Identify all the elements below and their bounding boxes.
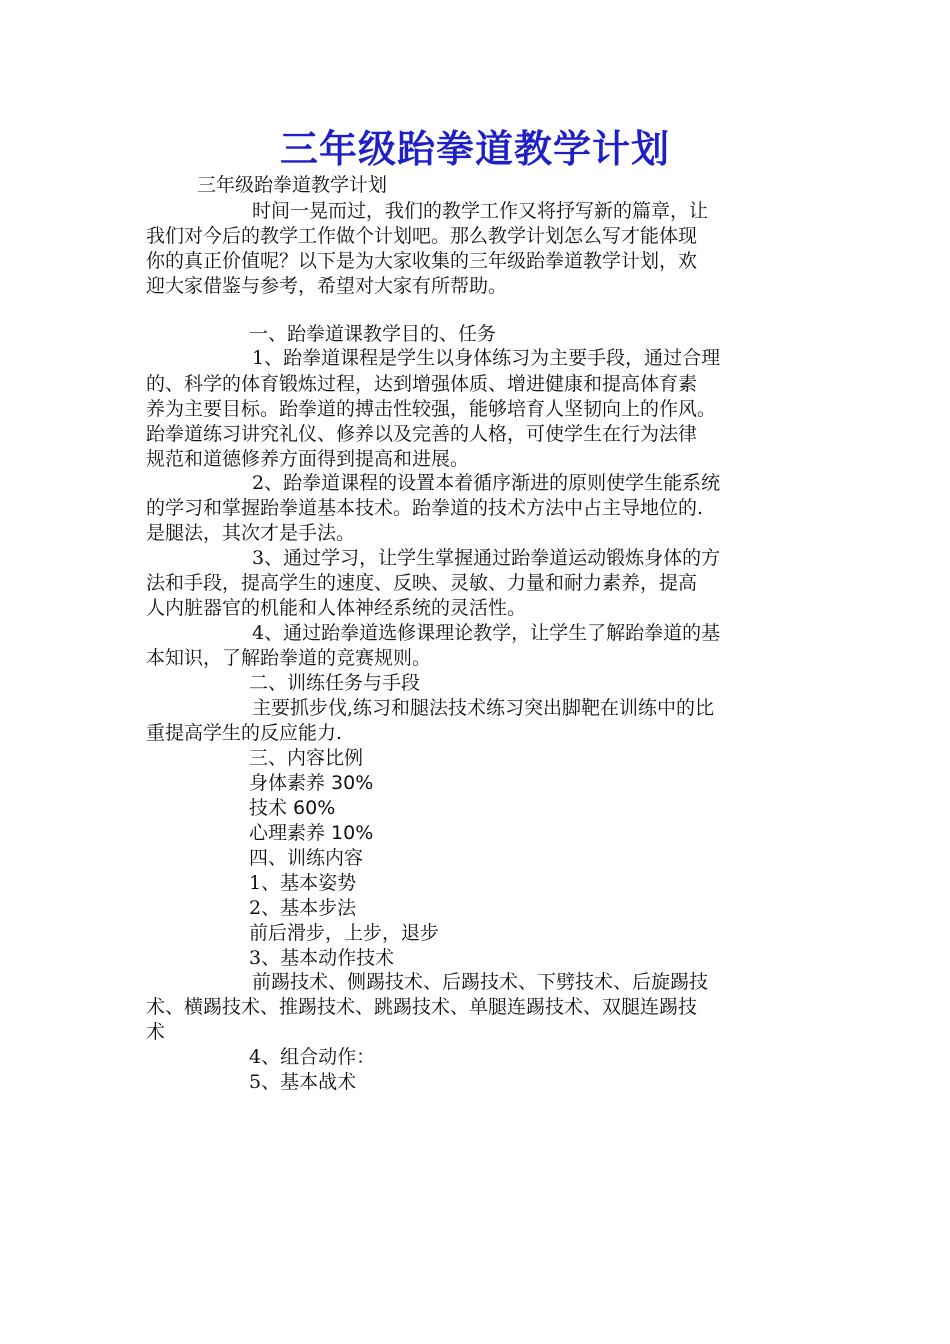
section-4-heading: 四、训练内容 [249,847,364,869]
section-1-heading: 一、跆拳道课教学目的、任务 [249,323,497,345]
section-1-paragraph-1-line: 1、跆拳道课程是学生以身体练习为主要手段，通过合理 [252,347,721,369]
ratio-item: 心理素养 10% [249,822,374,844]
training-item: 2、基本步法 [249,897,357,919]
intro-line: 我们对今后的教学工作做个计划吧。那么教学计划怎么写才能体现 [146,225,698,247]
document-subtitle: 三年级跆拳道教学计划 [197,174,388,196]
steps-text: 前后滑步，上步，退步 [249,922,440,944]
section-1-paragraph-1-line: 规范和道德修养方面得到提高和进展。 [146,448,470,470]
training-item: 5、基本战术 [249,1071,357,1093]
training-item: 4、组合动作： [249,1046,376,1068]
intro-line: 迎大家借鉴与参考，希望对大家有所帮助。 [146,275,508,297]
techniques-line: 术、横踢技术、推踢技术、跳踢技术、单腿连踢技术、双腿连踢技 [146,996,698,1018]
section-2-paragraph-line: 重提高学生的反应能力. [146,722,343,744]
ratio-item: 身体素养 30% [249,772,374,794]
section-1-paragraph-3-line: 人内脏器官的机能和人体神经系统的灵活性。 [146,597,527,619]
document-title: 三年级跆拳道教学计划 [279,126,670,171]
intro-line: 你的真正价值呢？以下是为大家收集的三年级跆拳道教学计划，欢 [146,250,698,272]
ratio-item: 技术 60% [249,797,336,819]
techniques-line: 前踢技术、侧踢技术、后踢技术、下劈技术、后旋踢技 [252,971,709,993]
section-1-paragraph-4-line: 本知识，了解跆拳道的竞赛规则。 [146,647,432,669]
training-item: 1、基本姿势 [249,872,357,894]
section-1-paragraph-1-line: 的、科学的体育锻炼过程，达到增强体质、增进健康和提高体育素 [146,373,698,395]
techniques-line: 术 [146,1021,166,1043]
section-3-heading: 三、内容比例 [249,747,364,769]
intro-line: 时间一晃而过，我们的教学工作又将抒写新的篇章，让 [252,200,709,222]
section-1-paragraph-3-line: 法和手段，提高学生的速度、反映、灵敏、力量和耐力素养，提高 [146,572,698,594]
section-2-heading: 二、训练任务与手段 [249,672,421,694]
section-1-paragraph-4-line: 4、通过跆拳道选修课理论教学，让学生了解跆拳道的基 [252,622,721,644]
section-1-paragraph-2-line: 的学习和掌握跆拳道基本技术。跆拳道的技术方法中占主导地位的. [146,497,704,519]
section-1-paragraph-3-line: 3、通过学习，让学生掌握通过跆拳道运动锻炼身体的方 [252,547,721,569]
section-1-paragraph-1-line: 跆拳道练习讲究礼仪、修养以及完善的人格，可使学生在行为法律 [146,423,698,445]
training-item: 3、基本动作技术 [249,947,395,969]
section-2-paragraph-line: 主要抓步伐,练习和腿法技术练习突出脚靶在训练中的比 [252,697,715,719]
section-1-paragraph-1-line: 养为主要目标。跆拳道的搏击性较强，能够培育人坚韧向上的作风。 [146,398,717,420]
section-1-paragraph-2-line: 2、跆拳道课程的设置本着循序渐进的原则使学生能系统 [252,472,721,494]
section-1-paragraph-2-line: 是腿法，其次才是手法。 [146,522,356,544]
